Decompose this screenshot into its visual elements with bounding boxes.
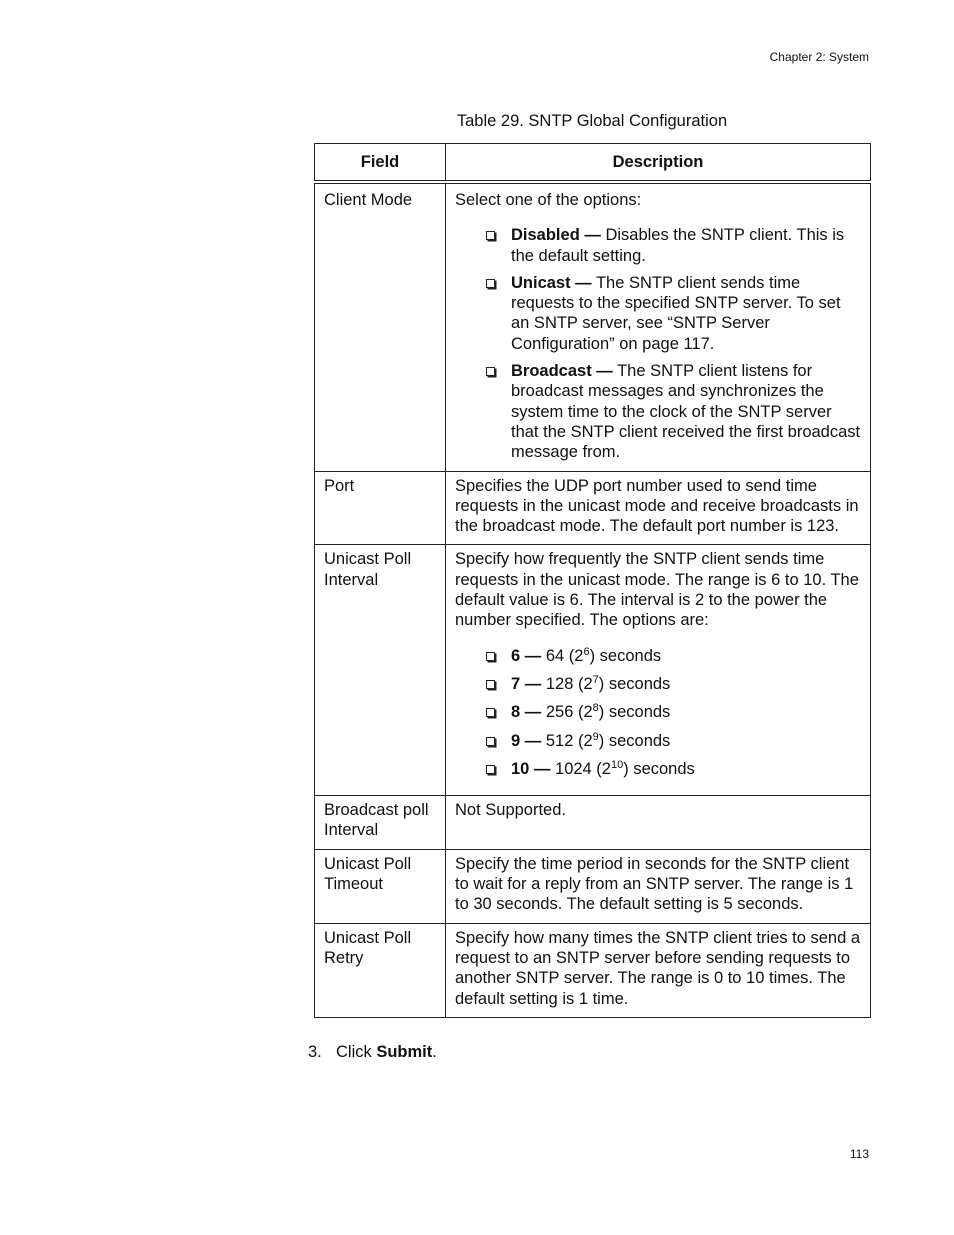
description-cell bbox=[446, 182, 871, 471]
option-list bbox=[455, 646, 861, 779]
option-label: Broadcast — bbox=[511, 362, 613, 381]
table-row bbox=[315, 471, 871, 545]
list-item bbox=[483, 674, 861, 694]
checkbox-bullet-icon bbox=[486, 680, 495, 689]
option-text: The SNTP client sends time requests to the specified SNTP server. To set an SNTP server, see “SNTP Server Configuration” on page 117. bbox=[511, 273, 841, 353]
option-text: 128 (2 bbox=[541, 674, 593, 693]
description-cell: Specify how many times the SNTP client tries to send a request to an SNTP server before sending requests to another SNTP server. The range is 0 to 10 times. The default setting is 1 time. bbox=[446, 923, 871, 1017]
option-label: Disabled — bbox=[511, 226, 601, 245]
submit-reference: Submit bbox=[376, 1043, 433, 1061]
checkbox-bullet-icon bbox=[486, 279, 495, 288]
option-text: 512 (2 bbox=[541, 731, 593, 750]
option-text: ) seconds bbox=[589, 646, 662, 665]
page-number: 113 bbox=[849, 1147, 869, 1161]
checkbox-bullet-icon bbox=[486, 708, 495, 717]
column-header-field: Field bbox=[315, 144, 446, 183]
checkbox-bullet-icon bbox=[486, 367, 495, 376]
column-header-description: Description bbox=[446, 144, 871, 183]
step-number: 3. bbox=[308, 1043, 322, 1061]
option-label: 6 — bbox=[511, 646, 542, 665]
option-text: 256 (2 bbox=[541, 703, 593, 722]
table-row bbox=[315, 182, 871, 471]
list-item bbox=[483, 759, 861, 779]
exponent: 9 bbox=[592, 730, 599, 743]
option-text: The SNTP client listens for broadcast messages and synchronizes the system time to the clock of the SNTP server that the SNTP client received the first broadcast message from. bbox=[511, 362, 861, 462]
list-item bbox=[483, 702, 861, 722]
option-label: 8 — bbox=[511, 703, 542, 722]
field-cell: Unicast Poll Interval bbox=[315, 545, 446, 796]
field-cell: Port bbox=[315, 471, 446, 545]
field-cell: Unicast Poll Timeout bbox=[315, 849, 446, 923]
exponent: 6 bbox=[583, 645, 590, 658]
exponent: 10 bbox=[610, 758, 624, 771]
description-cell: Specify the time period in seconds for the SNTP client to wait for a reply from an SNTP server. The range is 1 to 30 seconds. The default setting is 5 seconds. bbox=[446, 849, 871, 923]
option-list bbox=[455, 225, 861, 462]
step-text-end: . bbox=[432, 1043, 437, 1061]
description-cell: Not Supported. bbox=[446, 796, 871, 850]
option-text: ) seconds bbox=[598, 674, 671, 693]
option-text: ) seconds bbox=[598, 731, 671, 750]
option-text: 64 (2 bbox=[541, 646, 584, 665]
checkbox-bullet-icon bbox=[486, 652, 495, 661]
list-item bbox=[483, 273, 861, 354]
checkbox-bullet-icon bbox=[486, 765, 495, 774]
option-text: ) seconds bbox=[623, 759, 695, 778]
table-row bbox=[315, 545, 871, 796]
option-text: ) seconds bbox=[598, 703, 671, 722]
list-item bbox=[483, 361, 861, 462]
table-row bbox=[315, 796, 871, 850]
checkbox-bullet-icon bbox=[486, 231, 495, 240]
chapter-header: Chapter 2: System bbox=[769, 50, 869, 64]
table-header-row bbox=[315, 144, 871, 183]
description-intro: Select one of the options: bbox=[455, 191, 642, 209]
field-cell: Unicast Poll Retry bbox=[315, 923, 446, 1017]
list-item bbox=[483, 731, 861, 751]
option-label: 10 — bbox=[511, 759, 551, 778]
exponent: 8 bbox=[592, 702, 599, 715]
option-label: 7 — bbox=[511, 674, 542, 693]
table-caption: Table 29. SNTP Global Configuration bbox=[456, 112, 728, 130]
option-text: 1024 (2 bbox=[550, 759, 611, 778]
option-label: Unicast — bbox=[511, 273, 592, 292]
option-label: 9 — bbox=[511, 731, 542, 750]
step-text: Click bbox=[336, 1043, 377, 1061]
list-item bbox=[483, 225, 861, 266]
checkbox-bullet-icon bbox=[486, 737, 495, 746]
table-row bbox=[315, 923, 871, 1017]
list-item bbox=[483, 646, 861, 666]
option-text: Disables the SNTP client. This is the default setting. bbox=[511, 226, 845, 265]
field-cell: Client Mode bbox=[315, 182, 446, 471]
description-cell: Specifies the UDP port number used to send time requests in the unicast mode and receive broadcasts in the broadcast mode. The default port number is 123. bbox=[446, 471, 871, 545]
description-cell bbox=[446, 545, 871, 796]
table-row bbox=[315, 849, 871, 923]
field-cell: Broadcast poll Interval bbox=[315, 796, 446, 850]
instruction-step bbox=[308, 1043, 437, 1062]
sntp-global-config-table bbox=[314, 143, 871, 1018]
description-intro: Specify how frequently the SNTP client sends time requests in the unicast mode. The range is 6 to 10. The default value is 6. The interval is 2 to the power the number specified. The options are: bbox=[455, 550, 859, 630]
exponent: 7 bbox=[592, 673, 599, 686]
